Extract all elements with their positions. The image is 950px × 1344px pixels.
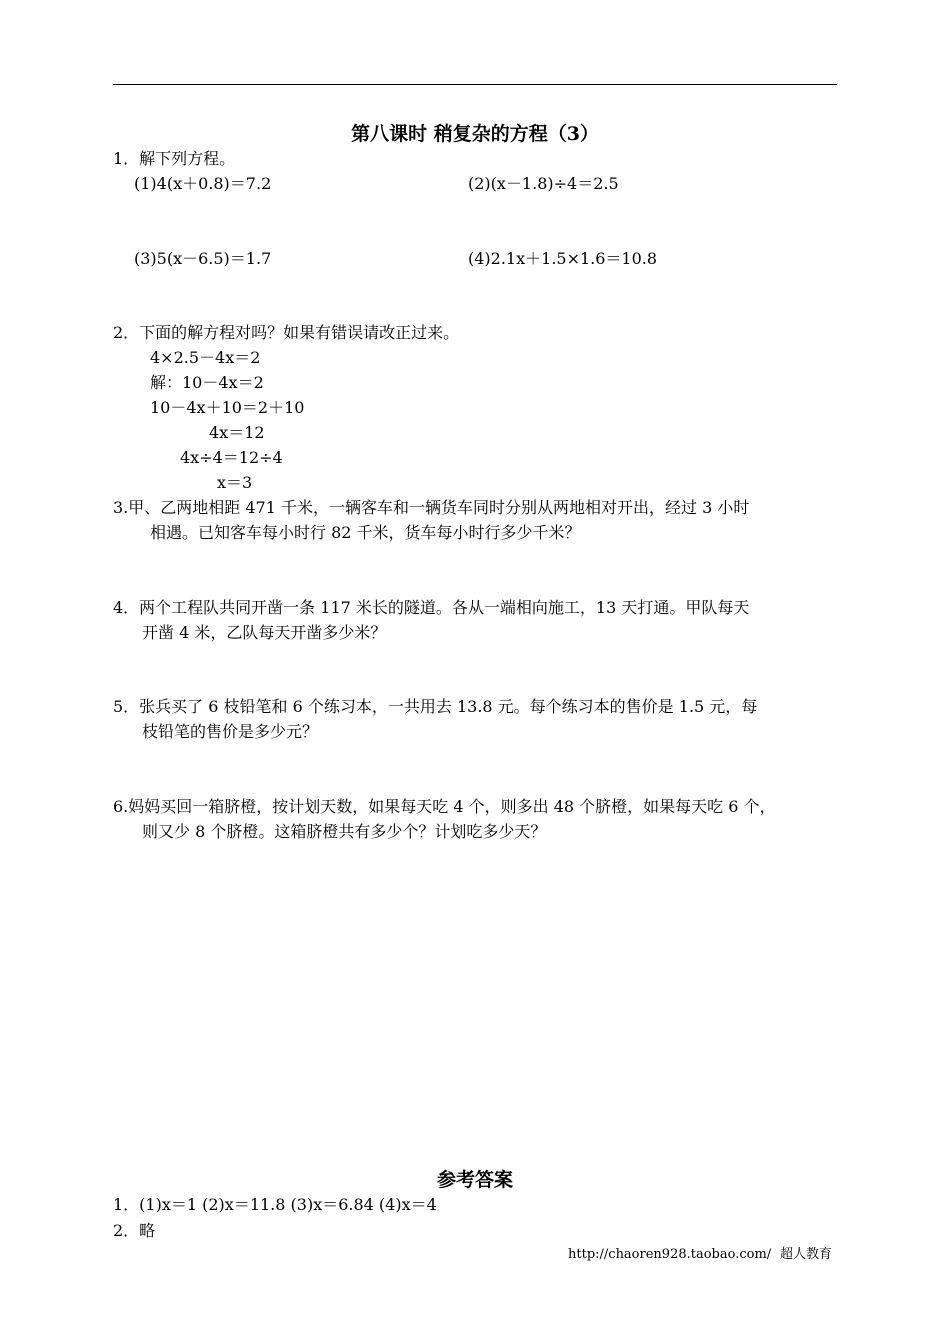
question-1-equation-4: (4)2.1x＋1.5×1.6＝10.8	[468, 249, 658, 268]
question-2-step: 解：10－4x＝2	[150, 373, 264, 392]
answers-heading: 参考答案	[436, 1169, 513, 1191]
question-1-equation-1: (1)4(x＋0.8)＝7.2	[134, 174, 272, 193]
question-1-stem: 1．解下列方程。	[113, 149, 236, 168]
question-3-line-1: 3.甲、乙两地相距 471 千米，一辆客车和一辆货车同时分别从两地相对开出，经过 3 小时	[113, 498, 750, 517]
question-1-equation-2: (2)(x－1.8)÷4＝2.5	[468, 174, 619, 193]
question-2-step: 4x＝12	[209, 423, 265, 442]
header-rule	[113, 84, 837, 85]
question-2-step: x＝3	[217, 473, 253, 492]
page-title: 第八课时 稍复杂的方程（3）	[351, 123, 599, 145]
answers-line-1: 1．(1)x＝1 (2)x＝11.8 (3)x＝6.84 (4)x＝4	[113, 1195, 437, 1214]
question-2-step: 4×2.5－4x＝2	[150, 348, 261, 367]
question-3-line-2: 相遇。已知客车每小时行 82 千米，货车每小时行多少千米？	[150, 523, 581, 542]
question-4-line-1: 4．两个工程队共同开凿一条 117 米长的隧道。各从一端相向施工，13 天打通。甲队每天	[113, 598, 750, 617]
question-1-equation-3: (3)5(x－6.5)＝1.7	[134, 249, 272, 268]
question-2-step: 4x÷4＝12÷4	[180, 448, 283, 467]
question-2-step: 10－4x＋10＝2＋10	[150, 398, 305, 417]
question-2-stem: 2．下面的解方程对吗？如果有错误请改正过来。	[113, 323, 460, 342]
question-6-line-1: 6.妈妈买回一箱脐橙，按计划天数，如果每天吃 4 个，则多出 48 个脐橙，如果每天吃 6 个，	[113, 797, 776, 816]
answers-line-2: 2．略	[113, 1221, 156, 1240]
question-5-line-2: 枝铅笔的售价是多少元？	[142, 722, 319, 741]
footer-brand: 超人教育	[780, 1247, 833, 1262]
question-4-line-2: 开凿 4 米，乙队每天开凿多少米？	[142, 623, 387, 642]
question-6-line-2: 则又少 8 个脐橙。这箱脐橙共有多少个？计划吃多少天？	[142, 822, 547, 841]
question-5-line-1: 5．张兵买了 6 枝铅笔和 6 个练习本，一共用去 13.8 元。每个练习本的售价是 1.5 元，每	[113, 697, 758, 716]
footer-url: http://chaoren928.taobao.com/	[568, 1247, 772, 1262]
